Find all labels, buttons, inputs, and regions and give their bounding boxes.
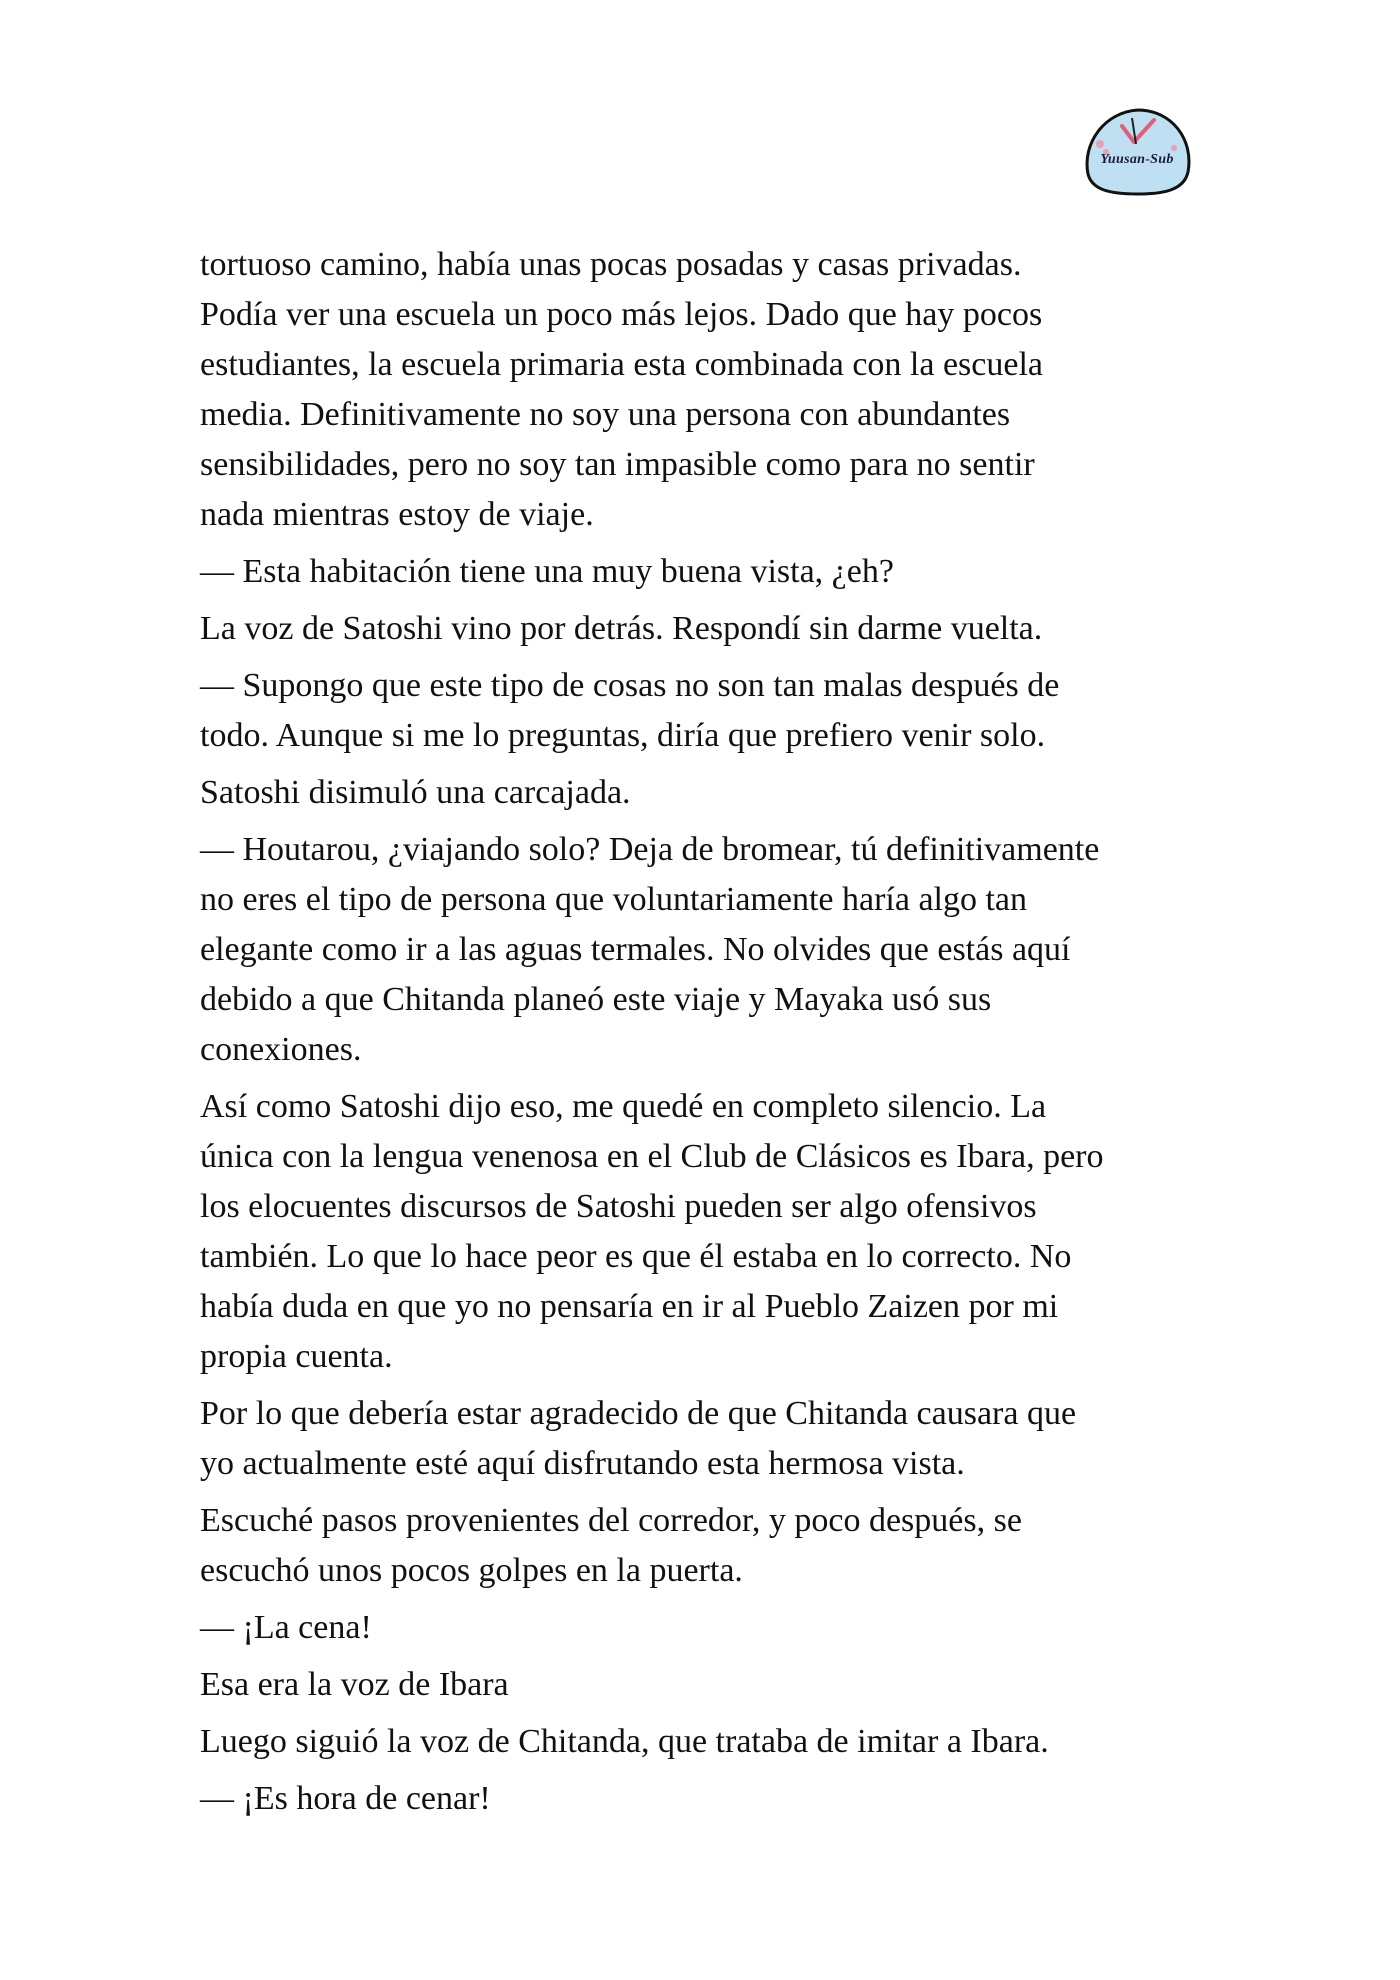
paragraph: Satoshi disimuló una carcajada. xyxy=(200,774,631,811)
paragraph: tortuoso camino, había unas pocas posadas y casas privadas. Podía ver una escuela un poco más lejos. Dado que hay pocos estudiantes, la escuela primaria esta combinada con la escuela media. Definitivamente no soy una persona con abundantes sensibilidades, pero no soy tan impasible como para no sentir nada mientras estoy de viaje. xyxy=(200,246,1044,533)
paragraph: — Supongo que este tipo de cosas no son tan malas después de todo. Aunque si me lo preguntas, diría que prefiero venir solo. xyxy=(200,667,1060,754)
paragraph: Así como Satoshi dijo eso, me quedé en completo silencio. La única con la lengua venenosa en el Club de Clásicos es Ibara, pero los elocuentes discursos de Satoshi pueden ser algo ofensivos también. Lo que lo hace peor es que él estaba en lo correcto. No había duda en que yo no pensaría en ir al Pueblo Zaizen por mi propia cuenta. xyxy=(200,1088,1104,1375)
paragraph: La voz de Satoshi vino por detrás. Respondí sin darme vuelta. xyxy=(200,610,1043,647)
paragraph: Escuché pasos provenientes del corredor, y poco después, se escuchó unos pocos golpes en la puerta. xyxy=(200,1502,1022,1589)
paragraph: — Houtarou, ¿viajando solo? Deja de bromear, tú definitivamente no eres el tipo de persona que voluntariamente haría algo tan elegante como ir a las aguas termales. No olvides que estás aquí debido a que Chitanda planeó este viaje y Mayaka usó sus conexiones. xyxy=(200,831,1100,1068)
text-body xyxy=(200,240,1210,1831)
logo-text: Yuusan-Sub xyxy=(1100,152,1174,167)
paragraph: — Esta habitación tiene una muy buena vista, ¿eh? xyxy=(200,553,894,590)
paragraph: — ¡La cena! xyxy=(200,1609,372,1646)
paragraph: Por lo que debería estar agradecido de que Chitanda causara que yo actualmente esté aquí disfrutando esta hermosa vista. xyxy=(200,1395,1077,1482)
watermark-logo xyxy=(1078,104,1196,198)
paragraph: — ¡Es hora de cenar! xyxy=(200,1780,491,1817)
paragraph: Luego siguió la voz de Chitanda, que trataba de imitar a Ibara. xyxy=(200,1723,1049,1760)
paragraph: Esa era la voz de Ibara xyxy=(200,1666,509,1703)
logo-blob-icon xyxy=(1078,104,1196,198)
